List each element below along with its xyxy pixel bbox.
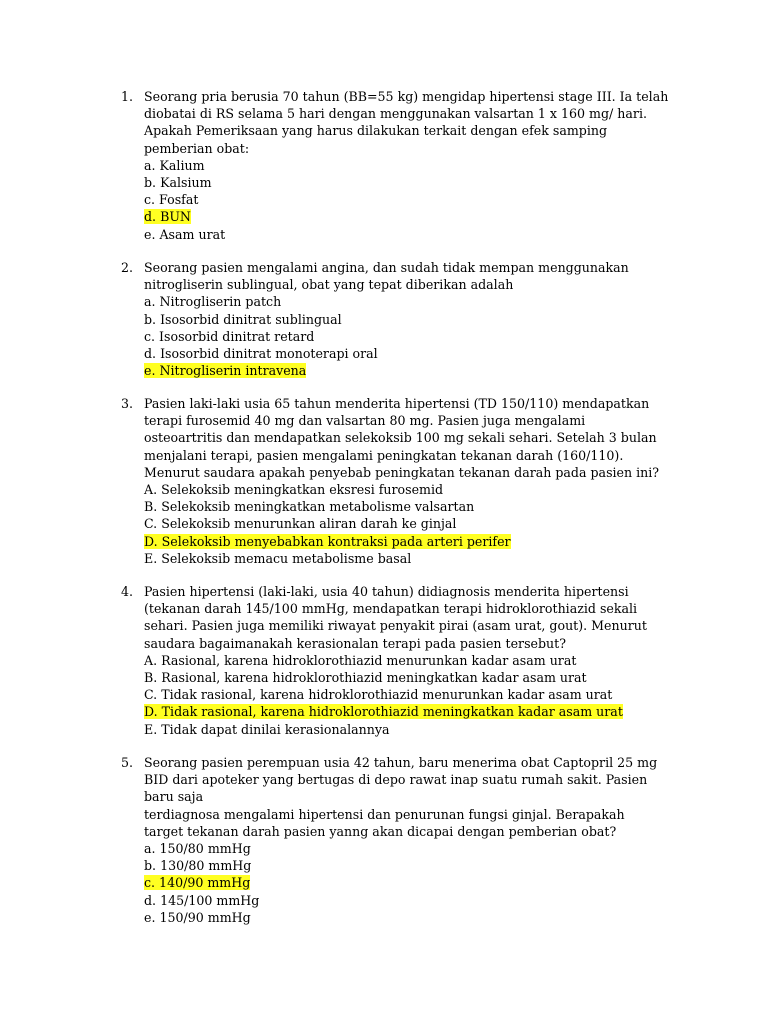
stem-line: Apakah Pemeriksaan yang harus dilakukan terkait dengan efek samping: [144, 123, 608, 139]
stem-line: nitrogliserin sublingual, obat yang tepat diberikan adalah: [144, 277, 514, 293]
option-e: e. Asam urat: [144, 226, 226, 242]
stem-line: baru saja: [144, 789, 204, 805]
option-d-answer: [144, 703, 704, 720]
stem-line: osteoartritis dan mendapatkan selekoksib 100 mg sekali sehari. Setelah 3 bulan: [144, 430, 657, 446]
question-number: 4.: [121, 584, 134, 599]
option-c: c. Fosfat: [144, 192, 199, 208]
option-e-answer: [144, 362, 704, 379]
question-number: 5.: [121, 755, 134, 770]
option-c: C. Tidak rasional, karena hidroklorothiazid menurunkan kadar asam urat: [144, 687, 613, 703]
option-a: a. 150/80 mmHg: [144, 840, 251, 856]
option-a: A. Selekoksib meningkatkan eksresi furosemid: [144, 481, 444, 497]
stem-line: diobatai di RS selama 5 hari dengan menggunakan valsartan 1 x 160 mg/ hari.: [144, 106, 647, 122]
option-b: b. Kalsium: [144, 174, 212, 190]
option-b: B. Rasional, karena hidroklorothiazid meningkatkan kadar asam urat: [144, 669, 587, 685]
highlighted-answer: D. Selekoksib menyebabkan kontraksi pada arteri perifer: [144, 533, 511, 549]
question-body: [144, 259, 704, 379]
highlighted-answer: D. Tidak rasional, karena hidroklorothiazid meningkatkan kadar asam urat: [144, 704, 623, 720]
question-number: 1.: [121, 89, 134, 104]
option-b: b. Isosorbid dinitrat sublingual: [144, 311, 342, 327]
highlighted-answer: e. Nitrogliserin intravena: [144, 363, 307, 379]
option-e: E. Selekoksib memacu metabolisme basal: [144, 550, 412, 566]
question-number: 3.: [121, 396, 134, 411]
question-body: [144, 395, 704, 567]
question-body: [144, 583, 704, 738]
option-d-answer: [144, 533, 704, 550]
stem-line: pemberian obat:: [144, 140, 250, 156]
option-e: E. Tidak dapat dinilai kerasionalannya: [144, 721, 390, 737]
option-d: d. 145/100 mmHg: [144, 892, 260, 908]
stem-line: BID dari apoteker yang bertugas di depo rawat inap suatu rumah sakit. Pasien: [144, 772, 648, 788]
stem-line: sehari. Pasien juga memiliki riwayat penyakit pirai (asam urat, gout). Menurut: [144, 618, 647, 634]
stem-line: Seorang pasien mengalami angina, dan sudah tidak mempan menggunakan: [144, 260, 629, 275]
option-c: c. Isosorbid dinitrat retard: [144, 328, 315, 344]
question-number: 2.: [121, 260, 134, 275]
highlighted-answer: d. BUN: [144, 209, 191, 225]
stem-line: menjalani terapi, pasien mengalami peningkatan tekanan darah (160/110).: [144, 447, 624, 463]
option-e: e. 150/90 mmHg: [144, 909, 251, 925]
option-a: A. Rasional, karena hidroklorothiazid menurunkan kadar asam urat: [144, 652, 577, 668]
question-body: [144, 88, 704, 243]
stem-line: Seorang pria berusia 70 tahun (BB=55 kg) mengidap hipertensi stage III. Ia telah: [144, 89, 669, 104]
option-b: B. Selekoksib meningkatkan metabolisme valsartan: [144, 499, 475, 515]
option-d-answer: [144, 208, 704, 225]
option-a: a. Nitrogliserin patch: [144, 294, 282, 310]
stem-line: terdiagnosa mengalami hipertensi dan penurunan fungsi ginjal. Berapakah: [144, 806, 625, 822]
highlighted-answer: c. 140/90 mmHg: [144, 875, 251, 891]
stem-line: Pasien hipertensi (laki-laki, usia 40 tahun) didiagnosis menderita hipertensi: [144, 584, 629, 599]
stem-line: target tekanan darah pasien yanng akan dicapai dengan pemberian obat?: [144, 823, 617, 839]
question-body: [144, 754, 704, 926]
option-c: C. Selekoksib menurunkan aliran darah ke ginjal: [144, 516, 457, 532]
option-c-answer: [144, 874, 704, 891]
option-d: d. Isosorbid dinitrat monoterapi oral: [144, 345, 378, 361]
option-b: b. 130/80 mmHg: [144, 858, 252, 874]
stem-line: Menurut saudara apakah penyebab peningkatan tekanan darah pada pasien ini?: [144, 464, 660, 480]
stem-line: terapi furosemid 40 mg dan valsartan 80 mg. Pasien juga mengalami: [144, 413, 586, 429]
stem-line: Pasien laki-laki usia 65 tahun menderita hipertensi (TD 150/110) mendapatkan: [144, 396, 650, 411]
option-a: a. Kalium: [144, 157, 205, 173]
stem-line: saudara bagaimanakah kerasionalan terapi pada pasien tersebut?: [144, 635, 566, 651]
stem-line: (tekanan darah 145/100 mmHg, mendapatkan terapi hidroklorothiazid sekali: [144, 601, 638, 617]
stem-line: Seorang pasien perempuan usia 42 tahun, baru menerima obat Captopril 25 mg: [144, 755, 658, 770]
